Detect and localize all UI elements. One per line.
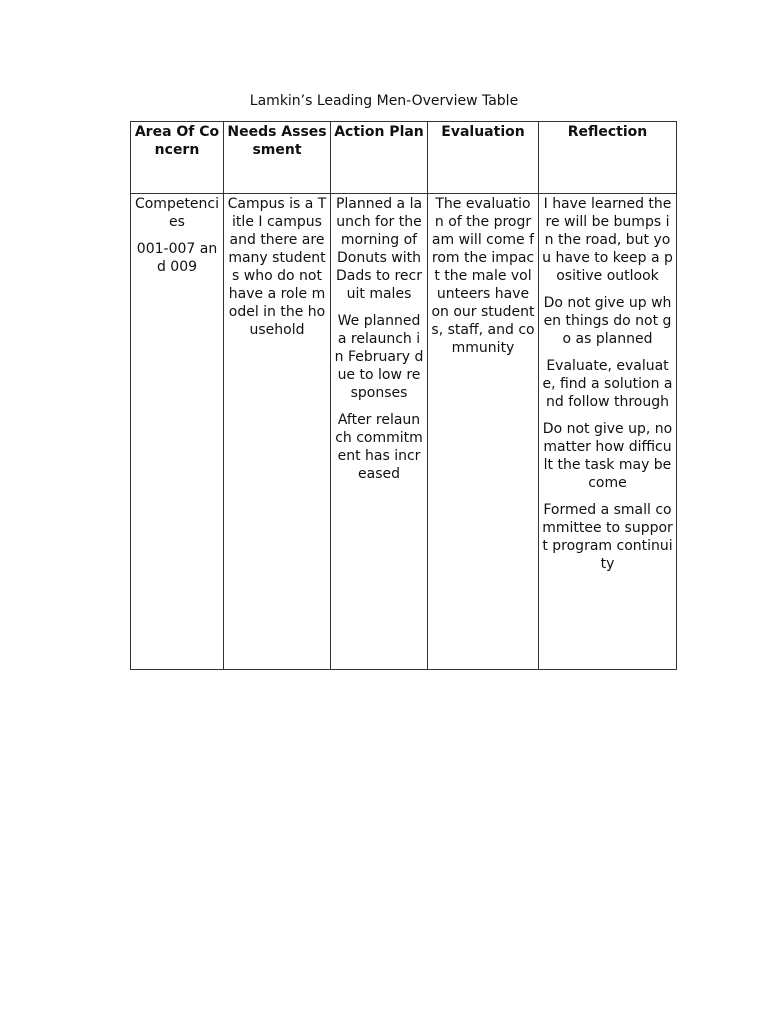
cell-evaluation: [428, 194, 539, 670]
cell-paragraph: Do not give up when things do not go as planned: [543, 295, 672, 347]
cell-needs-assessment: [224, 194, 331, 670]
cell-paragraph: Formed a small committee to support program continuity: [542, 502, 673, 572]
cell-paragraph: After relaunch commitment has increased: [335, 412, 423, 482]
cell-action-plan: [331, 194, 428, 670]
cell-paragraph: Planned a launch for the morning of Donuts with Dads to recruit males: [335, 196, 423, 302]
cell-paragraph: The evaluation of the program will come from the impact the male volunteers have on our students, staff, and community: [431, 196, 535, 356]
cell-paragraph: Campus is a Title I campus and there are many students who do not have a role model in the household: [227, 196, 327, 338]
cell-paragraph: Do not give up, no matter how difficult the task may become: [542, 421, 673, 491]
cell-paragraph: Competencies: [134, 196, 220, 230]
header-row: [131, 122, 677, 194]
cell-paragraph: We planned a relaunch in February due to low responses: [334, 313, 424, 401]
cell-paragraph: 001-007 and 009: [136, 241, 218, 275]
overview-table: [130, 121, 677, 670]
cell-area-of-concern: [131, 194, 224, 670]
cell-reflection: [539, 194, 677, 670]
header-evaluation: Evaluation: [428, 122, 539, 194]
document-title: Lamkin’s Leading Men-Overview Table: [249, 93, 519, 109]
header-area-of-concern: Area Of Concern: [131, 122, 224, 194]
header-reflection: Reflection: [539, 122, 677, 194]
cell-paragraph: Evaluate, evaluate, find a solution and follow through: [542, 358, 673, 410]
table-row: [131, 194, 677, 670]
header-needs-assessment: Needs Assessment: [224, 122, 331, 194]
header-action-plan: Action Plan: [331, 122, 428, 194]
cell-paragraph: I have learned there will be bumps in the road, but you have to keep a positive outlook: [542, 196, 673, 284]
